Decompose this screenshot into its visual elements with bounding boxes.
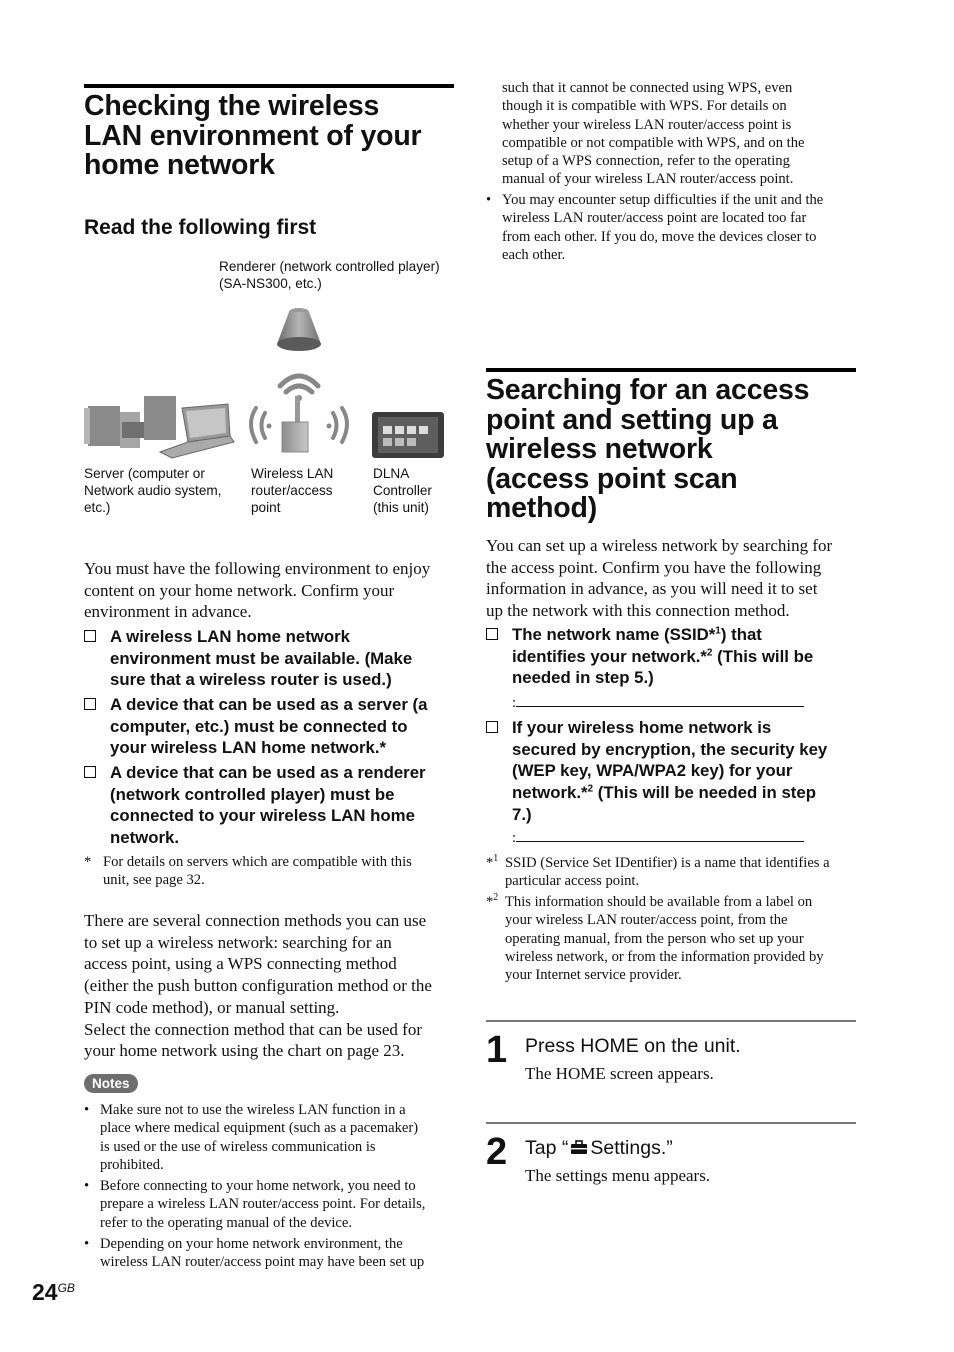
right-intro-paragraph: You can set up a wireless network by searching for the access point. Confirm you have the following information in advance, as you will need it to set up the network with this connection method. [486, 536, 833, 621]
note-item: • You may encounter setup difficulties if the unit and the wireless LAN router/access point are located too far from each other. If you do, move the devices closer to each other. [486, 192, 824, 263]
step-divider [486, 1020, 856, 1022]
note-item: • Before connecting to your home network, you need to prepare a wireless LAN router/access point. For details, refer to the operating manual of the device. [84, 1178, 426, 1231]
security-key-fill-line: : [512, 829, 804, 847]
step-number: 2 [486, 1131, 508, 1173]
server-caption: Server (computer or Network audio system, etc.) [84, 466, 222, 515]
step-detail: The settings menu appears. [525, 1166, 711, 1185]
requirement-item: A device that can be used as a server (a computer, etc.) must be connected to your wireless LAN home network.* [84, 694, 464, 759]
read-first-heading: Read the following first [84, 216, 317, 239]
network-diagram [84, 300, 454, 460]
requirement-item: A wireless LAN home network environment must be available. (Make sure that a wireless router is used.) [84, 626, 464, 691]
note-item: • Make sure not to use the wireless LAN function in a place where medical equipment (such as a pacemaker) is used or the use of wireless communication is prohibited. [84, 1102, 419, 1173]
settings-toolbox-icon [570, 1140, 588, 1155]
step-divider [486, 1122, 856, 1124]
right-section-title: Searching for an access point and setting up a wireless network (access point scan method) [486, 374, 810, 524]
router-caption: Wireless LAN router/access point [251, 466, 334, 515]
ssid-check-item: The network name (SSID*$^1$) that identifies your network.*$^2$ (This will be needed in step 5.) [486, 624, 866, 689]
controller-caption: DLNA Controller (this unit) [373, 466, 432, 515]
renderer-speaker-icon [277, 308, 321, 351]
checkbox-icon [486, 721, 498, 733]
methods-paragraph: There are several connection methods you can use to set up a wireless network: searching for an access point, using a WPS connecting method (either the push button configuration method or the PIN code method), or manual setting. Select the connection method that can be used for your home network using the chart on page 23. [84, 911, 432, 1061]
ssid-fill-line: : [512, 694, 804, 712]
server-footnote: * For details on servers which are compatible with this unit, see page 32. [84, 854, 412, 889]
checkbox-icon [84, 766, 96, 778]
router-icon [251, 396, 347, 452]
left-intro-paragraph: You must have the following environment to enjoy content on your home network. Confirm your environment in advance. [84, 559, 431, 622]
notes-continued: such that it cannot be connected using WPS, even though it is compatible with WPS. For details on whether your wireless LAN router/access point is compatible or not compatible with WPS, and on the setup of a WPS connection, refer to the operating manual of your wireless LAN router/access point. [502, 80, 805, 188]
right-title-rule [486, 368, 856, 372]
renderer-caption: Renderer (network controlled player) (SA-NS300, etc.) [219, 259, 440, 291]
notes-badge: Notes [84, 1074, 138, 1093]
security-key-check-item: If your wireless home network is secured by encryption, the security key (WEP key, WPA/WPA2 key) for your network.*$^2$ (This will be needed in step 7.) [486, 717, 866, 826]
note-item: • Depending on your home network environment, the wireless LAN router/access point may have been set up [84, 1236, 425, 1271]
page-number: $24^{GB}$ [32, 1279, 75, 1305]
checkbox-icon [486, 628, 498, 640]
server-system-icon [84, 396, 176, 448]
left-section-title: Checking the wireless LAN environment of your home network [84, 90, 422, 181]
requirement-item: A device that can be used as a renderer (network controlled player) must be connected to your wireless LAN home network. [84, 762, 464, 849]
checkbox-icon [84, 630, 96, 642]
step-detail: The HOME screen appears. [525, 1064, 714, 1083]
left-title-rule [84, 84, 454, 88]
ssid-footnote: *$^1$ SSID (Service Set IDentifier) is a name that identifies a particular access point. [486, 853, 830, 890]
controller-device-icon [372, 412, 444, 458]
info-footnote: *$^2$ This information should be available from a label on your wireless LAN router/access point, from the operating manual, from the person who set up your wireless network, or from the information provided by your Internet service provider. [486, 892, 824, 984]
step-number: 1 [486, 1029, 508, 1071]
checkbox-icon [84, 698, 96, 710]
step-heading: Press HOME on the unit. [525, 1035, 741, 1057]
step-heading: Tap “ Settings.” [525, 1137, 673, 1159]
